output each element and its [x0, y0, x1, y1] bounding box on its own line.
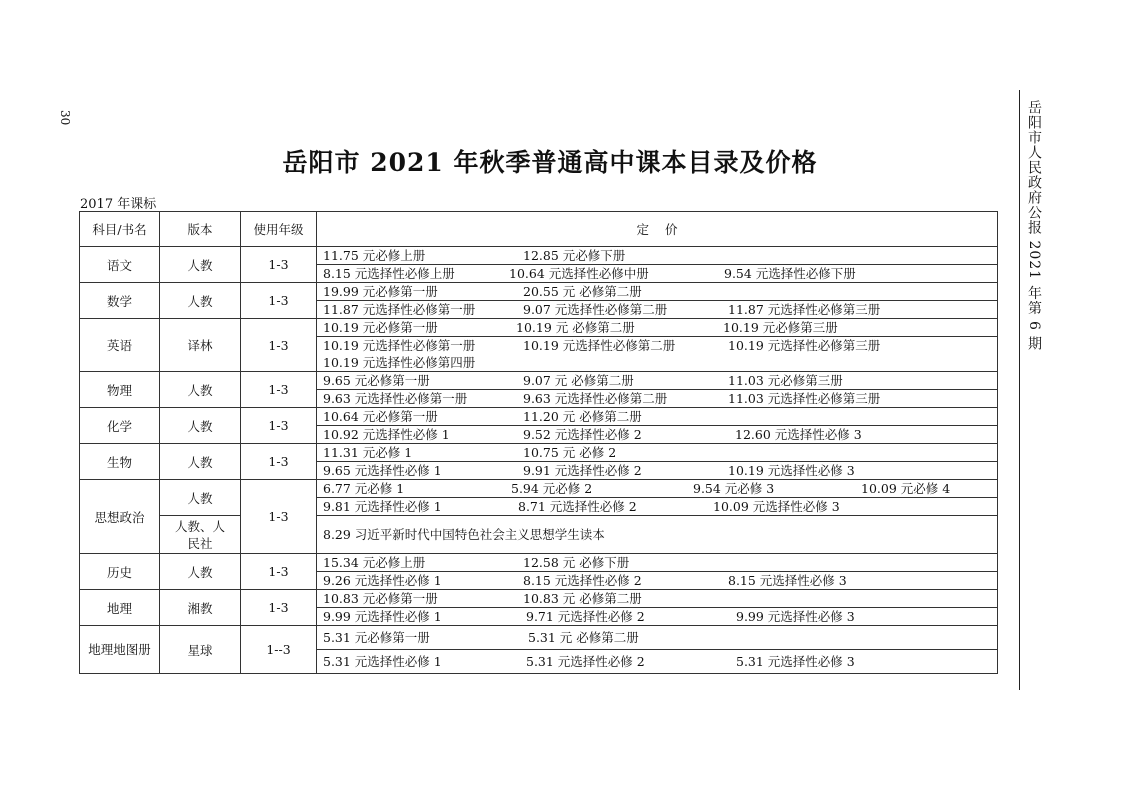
price-item: 19.99 元必修第一册: [323, 284, 438, 299]
header-subject: 科目/书名: [80, 212, 160, 247]
price-item: 9.65 元必修第一册: [323, 373, 430, 388]
grade-cell: 1-3: [241, 444, 317, 480]
grade-cell: 1-3: [241, 480, 317, 554]
price-item: 5.31 元选择性必修 1: [323, 654, 442, 669]
price-item: 10.19 元选择性必修第三册: [728, 338, 881, 353]
version-cell: 人教、人民社: [160, 516, 241, 554]
table-row: [80, 444, 998, 462]
price-line: [317, 337, 998, 355]
subject-cell: 化学: [80, 408, 160, 444]
price-item: 9.52 元选择性必修 2: [523, 427, 642, 442]
version-cell: 人教: [160, 408, 241, 444]
price-item: 11.20 元 必修第二册: [523, 409, 642, 424]
grade-cell: 1-3: [241, 590, 317, 626]
price-item: 9.54 元选择性必修下册: [724, 266, 856, 281]
price-line: [317, 516, 998, 554]
subject-cell: 数学: [80, 283, 160, 319]
price-line: [317, 462, 998, 480]
price-line: [317, 301, 998, 319]
price-line: [317, 354, 998, 372]
price-item: 10.19 元选择性必修第四册: [323, 355, 476, 370]
table-row: [80, 516, 998, 554]
page-title: 岳阳市 2021 年秋季普通高中课本目录及价格: [282, 148, 818, 177]
version-cell: 译林: [160, 319, 241, 372]
textbook-price-table: [79, 211, 998, 674]
grade-cell: 1-3: [241, 408, 317, 444]
table-row: [80, 590, 998, 608]
header-price: 定 价: [317, 212, 998, 247]
subject-cell: 思想政治: [80, 480, 160, 554]
price-line: [317, 426, 998, 444]
price-line: [317, 554, 998, 572]
price-item: 10.19 元必修第三册: [723, 320, 838, 335]
price-line: [317, 572, 998, 590]
price-item: 9.26 元选择性必修 1: [323, 573, 442, 588]
price-line: [317, 498, 998, 516]
price-item: 10.92 元选择性必修 1: [323, 427, 450, 442]
version-cell: 人教: [160, 444, 241, 480]
page-subtitle: 2017 年课标: [80, 197, 157, 212]
price-item: 6.77 元必修 1: [323, 481, 405, 496]
grade-cell: 1-3: [241, 319, 317, 372]
price-item: 9.54 元必修 3: [693, 481, 775, 496]
price-item: 9.71 元选择性必修 2: [526, 609, 645, 624]
price-item: 10.83 元必修第一册: [323, 591, 438, 606]
price-line: [317, 265, 998, 283]
price-item: 8.71 元选择性必修 2: [518, 499, 637, 514]
grade-cell: 1-3: [241, 372, 317, 408]
price-item: 12.60 元选择性必修 3: [735, 427, 862, 442]
table-row: [80, 626, 998, 650]
price-line: [317, 444, 998, 462]
journal-side-label: 岳阳市人民政府公报 2021 年第 6 期: [1026, 100, 1042, 352]
version-cell: 人教: [160, 372, 241, 408]
price-item: 15.34 元必修上册: [323, 555, 426, 570]
price-item: 5.94 元必修 2: [511, 481, 593, 496]
price-item: 9.91 元选择性必修 2: [523, 463, 642, 478]
table-row: [80, 247, 998, 265]
price-item: 5.31 元选择性必修 2: [526, 654, 645, 669]
price-item: 11.31 元必修 1: [323, 445, 413, 460]
price-line: [317, 626, 998, 650]
price-line: [317, 608, 998, 626]
price-line: [317, 480, 998, 498]
price-line: [317, 319, 998, 337]
price-item: 10.19 元选择性必修 3: [728, 463, 855, 478]
grade-cell: 1-3: [241, 283, 317, 319]
version-cell: 人教: [160, 480, 241, 516]
header-version: 版本: [160, 212, 241, 247]
price-item: 11.87 元选择性必修第一册: [323, 302, 476, 317]
subject-cell: 语文: [80, 247, 160, 283]
price-line: [317, 650, 998, 674]
price-item: 9.65 元选择性必修 1: [323, 463, 442, 478]
table-row: [80, 408, 998, 426]
table-row: [80, 372, 998, 390]
price-item: 9.81 元选择性必修 1: [323, 499, 442, 514]
price-item: 11.87 元选择性必修第三册: [728, 302, 881, 317]
price-item: 11.03 元必修第三册: [728, 373, 843, 388]
subject-cell: 历史: [80, 554, 160, 590]
price-line: [317, 283, 998, 301]
price-item: 9.07 元 必修第二册: [523, 373, 634, 388]
subject-cell: 地理地图册: [80, 626, 160, 674]
version-cell: 人教: [160, 554, 241, 590]
price-item: 10.19 元 必修第二册: [516, 320, 635, 335]
price-line: [317, 372, 998, 390]
price-item: 5.31 元必修第一册: [323, 630, 430, 645]
price-item: 10.83 元 必修第二册: [523, 591, 642, 606]
version-cell: 人教: [160, 247, 241, 283]
price-item: 5.31 元 必修第二册: [528, 630, 639, 645]
price-item: 10.64 元必修第一册: [323, 409, 438, 424]
price-item: 10.75 元 必修 2: [523, 445, 617, 460]
price-item: 8.15 元选择性必修 2: [523, 573, 642, 588]
price-line: [317, 408, 998, 426]
price-item: 11.03 元选择性必修第三册: [728, 391, 881, 406]
header-grade: 使用年级: [241, 212, 317, 247]
price-item: 9.07 元选择性必修第二册: [523, 302, 668, 317]
subject-cell: 英语: [80, 319, 160, 372]
version-cell: 星球: [160, 626, 241, 674]
price-item: 10.19 元选择性必修第二册: [523, 338, 676, 353]
grade-cell: 1-3: [241, 554, 317, 590]
price-item: 12.58 元 必修下册: [523, 555, 630, 570]
table-row: [80, 283, 998, 301]
price-item: 10.09 元选择性必修 3: [713, 499, 840, 514]
price-item: 10.09 元必修 4: [861, 481, 951, 496]
price-item: 20.55 元 必修第二册: [523, 284, 642, 299]
price-line: [317, 590, 998, 608]
price-item: 11.75 元必修上册: [323, 248, 426, 263]
price-item: 10.64 元选择性必修中册: [509, 266, 649, 281]
price-item: 9.63 元选择性必修第二册: [523, 391, 668, 406]
subject-cell: 地理: [80, 590, 160, 626]
version-cell: 人教: [160, 283, 241, 319]
subject-cell: 生物: [80, 444, 160, 480]
subject-cell: 物理: [80, 372, 160, 408]
price-item: 9.99 元选择性必修 3: [736, 609, 855, 624]
price-line: [317, 247, 998, 265]
grade-cell: 1--3: [241, 626, 317, 674]
version-cell: 湘教: [160, 590, 241, 626]
price-item: 8.29 习近平新时代中国特色社会主义思想学生读本: [323, 527, 605, 542]
price-line: [317, 390, 998, 408]
table-header-row: [80, 212, 998, 247]
table-row: [80, 319, 998, 337]
side-divider: [1019, 90, 1020, 690]
price-item: 8.15 元选择性必修 3: [728, 573, 847, 588]
grade-cell: 1-3: [241, 247, 317, 283]
table-row: [80, 480, 998, 498]
page-number: 30: [58, 110, 72, 126]
price-item: 10.19 元必修第一册: [323, 320, 438, 335]
price-item: 9.63 元选择性必修第一册: [323, 391, 468, 406]
price-item: 12.85 元必修下册: [523, 248, 626, 263]
price-item: 8.15 元选择性必修上册: [323, 266, 455, 281]
price-item: 10.19 元选择性必修第一册: [323, 338, 476, 353]
price-item: 5.31 元选择性必修 3: [736, 654, 855, 669]
table-row: [80, 554, 998, 572]
price-item: 9.99 元选择性必修 1: [323, 609, 442, 624]
